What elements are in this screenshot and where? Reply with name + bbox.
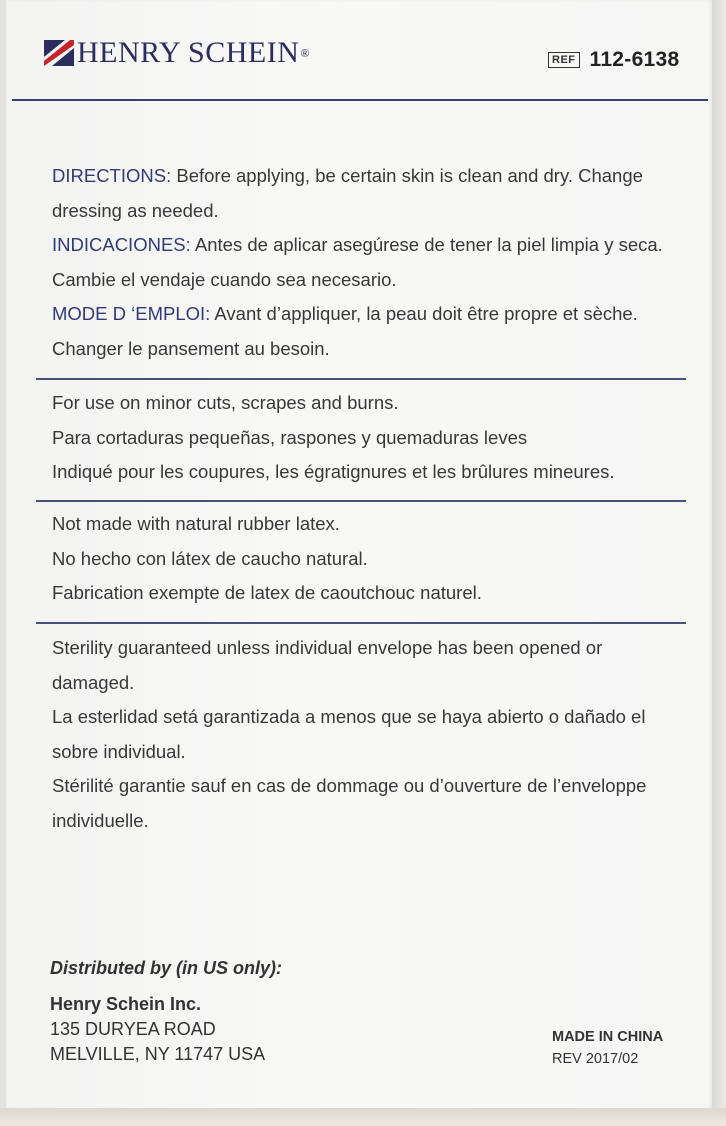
divider-3 bbox=[36, 622, 686, 624]
flag-logo-icon bbox=[42, 39, 74, 67]
latex-line-es: No hecho con látex de caucho natural. bbox=[52, 547, 368, 569]
use-section bbox=[52, 386, 615, 490]
sterility-fr-line1: Stérilité garantie sauf en cas de dommage ou d’ouverture de l’enveloppe bbox=[52, 775, 647, 796]
sterility-es-line2: sobre individual. bbox=[52, 740, 186, 762]
ref-block bbox=[548, 48, 680, 72]
sterility-en-line2: damaged. bbox=[52, 671, 135, 693]
header-divider bbox=[12, 99, 708, 101]
directions-fr-label: MODE D ‘EMPLOI: bbox=[52, 303, 211, 324]
distributor-company: Henry Schein Inc. bbox=[50, 994, 202, 1014]
sterility-section bbox=[52, 631, 646, 838]
brand-name bbox=[77, 38, 310, 68]
latex-section bbox=[52, 507, 482, 611]
revision-label: REV 2017/02 bbox=[552, 1051, 639, 1067]
directions-fr-line1 bbox=[52, 297, 663, 332]
distributed-by-title: Distributed by (in US only): bbox=[50, 958, 282, 978]
sterility-es-line1: La esterlidad setá garantizada a menos que se haya abierto o dañado el bbox=[52, 706, 646, 727]
directions-section bbox=[52, 159, 663, 366]
use-line-fr: Indiqué pour les coupures, les égratignures et les brûlures mineures. bbox=[52, 461, 615, 482]
divider-1 bbox=[36, 378, 686, 380]
use-line-en: For use on minor cuts, scrapes and burns. bbox=[52, 392, 399, 413]
directions-es-line2: Cambie el vendaje cuando sea necesario. bbox=[52, 268, 397, 290]
directions-fr-line2: Changer le pansement au besoin. bbox=[52, 337, 330, 359]
ref-label: REF bbox=[548, 52, 580, 68]
registered-mark: ® bbox=[300, 46, 311, 60]
directions-es-line1 bbox=[52, 228, 663, 263]
distributor-street: 135 DURYEA ROAD bbox=[50, 1019, 216, 1039]
divider-2 bbox=[36, 500, 686, 502]
distributor-address bbox=[50, 992, 265, 1067]
henry-schein-logo bbox=[42, 38, 310, 68]
made-in-label: MADE IN CHINA bbox=[552, 1029, 664, 1045]
distributor-city: MELVILLE, NY 11747 USA bbox=[50, 1044, 266, 1064]
use-line-es: Para cortaduras pequeñas, raspones y quemaduras leves bbox=[52, 426, 528, 448]
origin-block bbox=[552, 1026, 663, 1070]
sterility-fr-line2: individuelle. bbox=[52, 809, 149, 831]
brand-name-text: HENRY SCHEIN bbox=[77, 36, 300, 69]
directions-es-label: INDICACIONES: bbox=[52, 234, 191, 255]
directions-fr-text: Avant d’appliquer, la peau doit être propre et sèche. bbox=[210, 303, 638, 324]
directions-es-text: Antes de aplicar asegúrese de tener la piel limpia y seca. bbox=[190, 234, 663, 255]
latex-line-en: Not made with natural rubber latex. bbox=[52, 513, 340, 534]
directions-en-text: Before applying, be certain skin is clean and dry. Change bbox=[171, 165, 643, 186]
box-right-edge bbox=[712, 0, 726, 1110]
directions-en-line1 bbox=[52, 159, 663, 194]
ref-number: 112-6138 bbox=[589, 48, 680, 71]
sterility-en-line1: Sterility guaranteed unless individual envelope has been opened or bbox=[52, 637, 603, 658]
directions-en-label: DIRECTIONS: bbox=[52, 165, 172, 186]
latex-line-fr: Fabrication exempte de latex de caoutchouc naturel. bbox=[52, 582, 482, 603]
box-bottom-edge bbox=[0, 1108, 726, 1126]
directions-en-line2: dressing as needed. bbox=[52, 199, 219, 221]
